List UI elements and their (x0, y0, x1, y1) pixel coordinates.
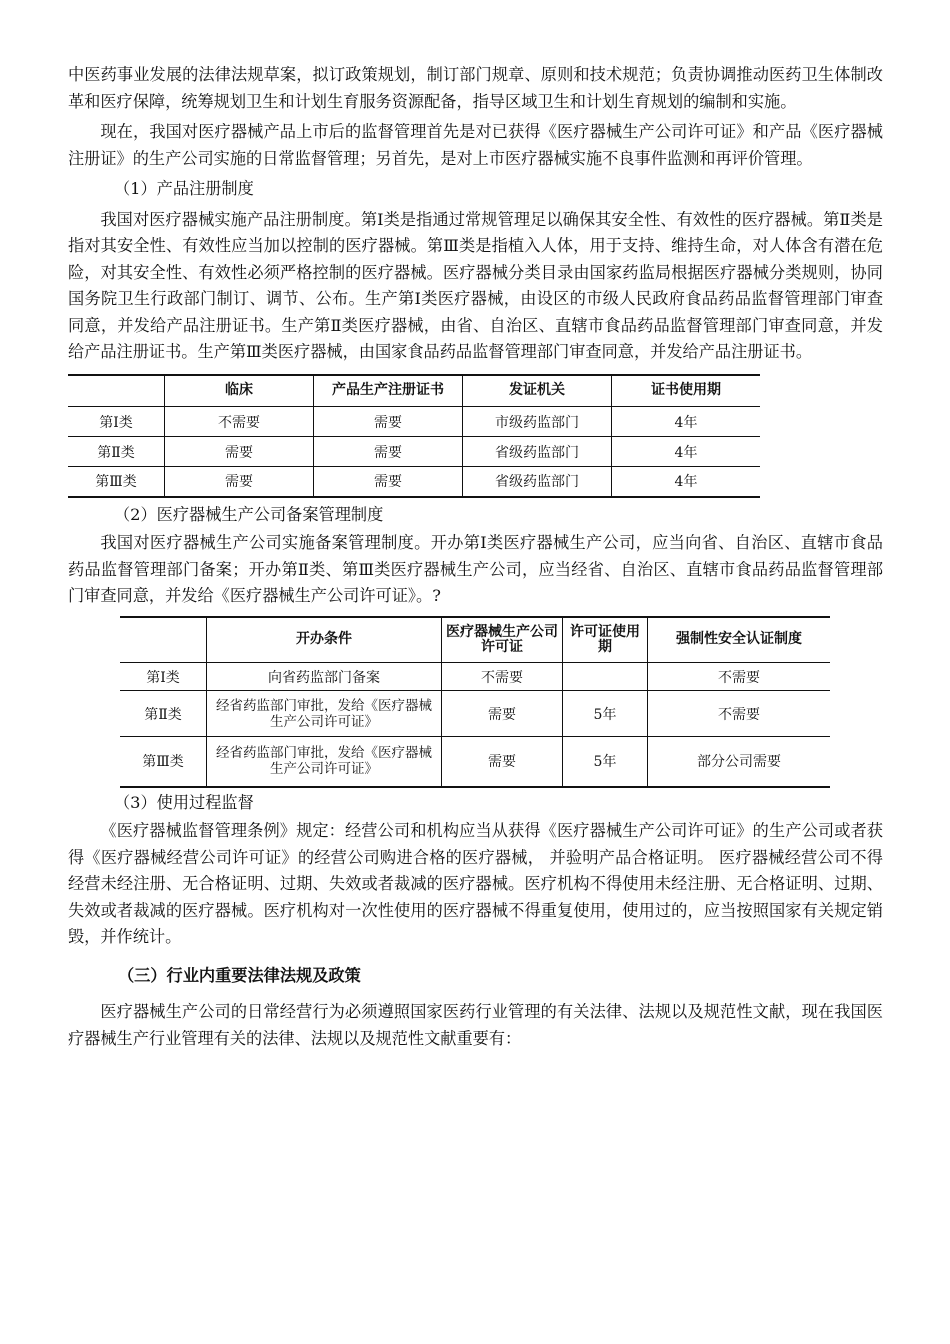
table-cell: 省级药监部门 (463, 467, 612, 497)
table-cell: 需要 (314, 467, 463, 497)
table-header-cell: 医疗器械生产公司许可证 (442, 617, 563, 663)
table-cell: 第Ⅰ类 (68, 407, 165, 437)
paragraph-1: 中医药事业发展的法律法规草案，拟订政策规划，制订部门规章、原则和技术规范；负责协调推动医药卫生体制改革和医疗保障，统筹规划卫生和计划生育服务资源配备，指导区域卫生和计划生育规划的编制和实施。 (68, 65, 883, 111)
paragraph-6: 医疗器械生产公司的日常经营行为必须遵照国家医药行业管理的有关法律、法规以及规范性文献，现在我国医疗器械生产行业管理有关的法律、法规以及规范性文献重要有： (68, 1002, 883, 1048)
table-cell: 经省药监部门审批，发给《医疗器械生产公司许可证》 (207, 691, 442, 737)
table-cell: 第Ⅲ类 (120, 737, 207, 787)
table-cell: 部分公司需要 (648, 737, 831, 787)
table-header-row (68, 375, 760, 407)
registration-table (68, 374, 760, 498)
table-cell: 需要 (314, 437, 463, 467)
table-header-row (120, 617, 830, 663)
table-cell: 需要 (442, 737, 563, 787)
paragraph-4: 我国对医疗器械生产公司实施备案管理制度。开办第Ⅰ类医疗器械生产公司，应当向省、自治区、直辖市食品药品监督管理部门备案；开办第Ⅱ类、第Ⅲ类医疗器械生产公司，应当经省、自治区、直辖市食品药品监督管理部门审查同意，并发给《医疗器械生产公司许可证》。? (68, 533, 883, 605)
subheading-usage-supervision: （3）使用过程监督 (114, 792, 254, 812)
table-header-cell: 发证机关 (463, 375, 612, 407)
table-row (68, 407, 760, 437)
table-row (68, 437, 760, 467)
table-cell: 不需要 (442, 663, 563, 691)
table-cell: 第Ⅰ类 (120, 663, 207, 691)
table-cell: 需要 (165, 467, 314, 497)
table-header-cell (68, 375, 165, 407)
table-header-cell: 临床 (165, 375, 314, 407)
table-cell: 需要 (442, 691, 563, 737)
table-cell: 不需要 (165, 407, 314, 437)
table-cell: 不需要 (648, 691, 831, 737)
table-row (120, 737, 830, 787)
table-header-cell: 开办条件 (207, 617, 442, 663)
table-cell: 向省药监部门备案 (207, 663, 442, 691)
table-cell: 5年 (563, 691, 648, 737)
table-cell: 4年 (612, 467, 761, 497)
table-cell (563, 663, 648, 691)
table-header-cell: 许可证使用期 (563, 617, 648, 663)
subheading-filing-system: （2）医疗器械生产公司备案管理制度 (114, 504, 384, 524)
table-row (120, 663, 830, 691)
table-cell: 需要 (314, 407, 463, 437)
table-header-cell (120, 617, 207, 663)
table-row (68, 467, 760, 497)
table-header-cell: 强制性安全认证制度 (648, 617, 831, 663)
license-table (120, 616, 830, 788)
paragraph-5: 《医疗器械监督管理条例》规定：经营公司和机构应当从获得《医疗器械生产公司许可证》的生产公司或者获得《医疗器械经营公司许可证》的经营公司购进合格的医疗器械， 并验明产品合格证明。 医疗器械经营公司不得经营未经注册、无合格证明、过期、失效或者裁减的医疗器械。医疗机构不得使用未经注册、无合格证明、过期、失效或者裁减的医疗器械。医疗机构对一次性使用的医疗器械不得重复使用，使用过的，应当按照国家有关规定销毁，并作统计。 (68, 821, 883, 946)
table-cell: 4年 (612, 437, 761, 467)
table-cell: 第Ⅲ类 (68, 467, 165, 497)
document-page (68, 62, 883, 1052)
paragraph-3: 我国对医疗器械实施产品注册制度。第Ⅰ类是指通过常规管理足以确保其安全性、有效性的医疗器械。第Ⅱ类是指对其安全性、有效性应当加以控制的医疗器械。第Ⅲ类是指植入人体，用于支持、维持生命，对人体含有潜在危险，对其安全性、有效性必须严格控制的医疗器械。医疗器械分类目录由国家药监局根据医疗器械分类规则，协同国务院卫生行政部门制订、调节、公布。生产第Ⅰ类医疗器械，由设区的市级人民政府食品药品监督管理部门审查同意，并发给产品注册证书。生产第Ⅱ类医疗器械，由省、自治区、直辖市食品药品监督管理部门审查同意，并发给产品注册证书。生产第Ⅲ类医疗器械，由国家食品药品监督管理部门审查同意，并发给产品注册证书。 (68, 209, 883, 361)
table-cell: 4年 (612, 407, 761, 437)
section-heading: （三）行业内重要法律法规及政策 (118, 965, 361, 985)
table-cell: 不需要 (648, 663, 831, 691)
paragraph-2: 现在，我国对医疗器械产品上市后的监督管理首先是对已获得《医疗器械生产公司许可证》和产品《医疗器械注册证》的生产公司实施的日常监督管理；另首先，是对上市医疗器械实施不良事件监测和再评价管理。 (68, 122, 883, 168)
table-header-cell: 产品生产注册证书 (314, 375, 463, 407)
table-cell: 市级药监部门 (463, 407, 612, 437)
subheading-product-registration: （1）产品注册制度 (114, 179, 254, 198)
table-header-cell: 证书使用期 (612, 375, 761, 407)
table-row (120, 691, 830, 737)
table-cell: 第Ⅱ类 (120, 691, 207, 737)
table-cell: 经省药监部门审批，发给《医疗器械生产公司许可证》 (207, 737, 442, 787)
table-cell: 5年 (563, 737, 648, 787)
table-cell: 省级药监部门 (463, 437, 612, 467)
table-cell: 第Ⅱ类 (68, 437, 165, 467)
table-cell: 需要 (165, 437, 314, 467)
